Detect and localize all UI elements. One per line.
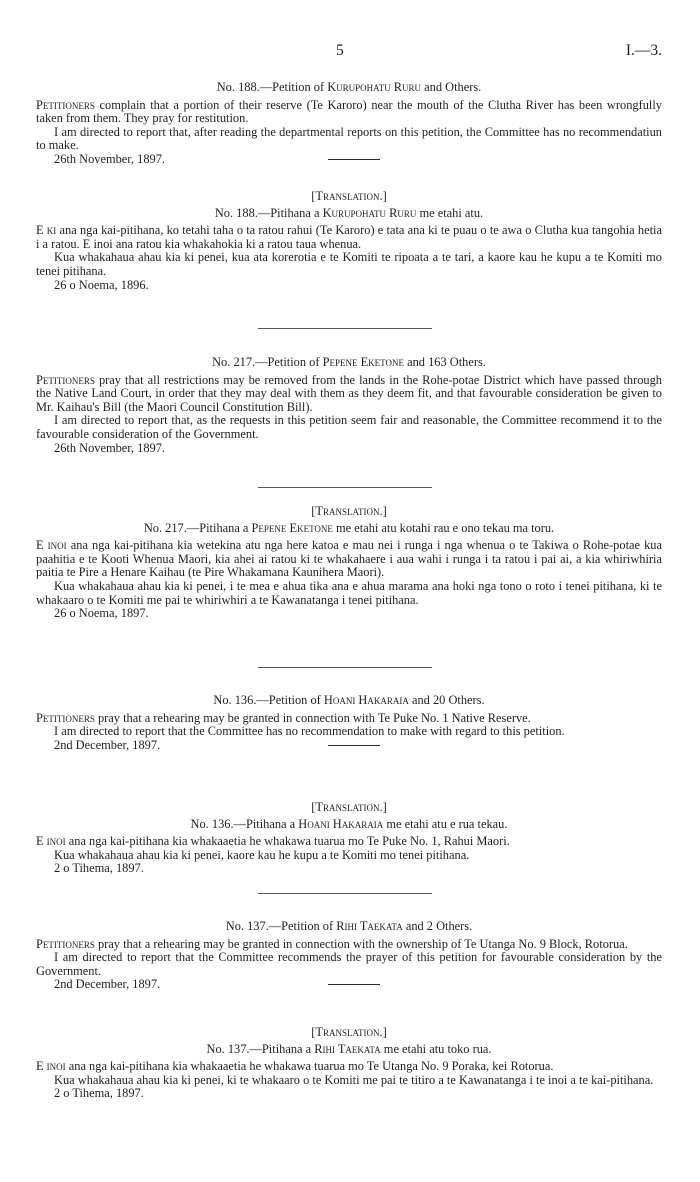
report-date: 2 o Tihema, 1897. <box>54 861 144 876</box>
petition-summary: Petitioners pray that all restrictions may be removed from the lands in the Rohe-potae District which have passed through the Native Land Court, in order that they may deal with them as they deem fit, and that favourable consideration be given to Mr. Kaihau's Bill (the Maori Council Constitution Bill). <box>36 372 662 414</box>
petition-title: No. 137.—Pitihana a Rihi Taekata me etahi atu toko rua. <box>206 1041 492 1056</box>
petition-137-english <box>36 920 662 992</box>
petition-title: No. 217.—Pitihana a Pepene Eketone me etahi atu kotahi rau e ono tekau ma toru. <box>143 520 555 535</box>
paper-reference: I.—3. <box>625 42 662 59</box>
report-date: 26th November, 1897. <box>54 440 166 455</box>
committee-report: I am directed to report that the Committee recommends the prayer of this petition for favourable consideration by the Government. <box>36 950 662 978</box>
petition-217-english <box>36 356 662 455</box>
separator-dash <box>328 159 380 160</box>
report-date: 2nd December, 1897. <box>36 978 662 992</box>
petition-136-translation <box>36 801 662 876</box>
section-divider <box>258 667 432 668</box>
separator-dash <box>328 745 380 746</box>
petition-217-translation <box>36 505 662 621</box>
page-number: 5 <box>336 42 344 59</box>
committee-report: I am directed to report that the Committee has no recommendation to make with regard to this petition. <box>54 724 565 739</box>
translation-label: [Translation.] <box>311 800 387 814</box>
petition-title: No. 136.—Petition of Hoani Hakaraia and 20 Others. <box>213 693 485 707</box>
petition-title: No. 217.—Petition of Pepene Eketone and 163 Others. <box>212 355 486 369</box>
petition-title: No. 188.—Pitihana a Kurupohatu Ruru me etahi atu. <box>214 205 484 220</box>
petition-188-english <box>36 81 662 167</box>
report-date: 2 o Tihema, 1897. <box>54 1086 144 1101</box>
petition-summary: E inoi ana nga kai-pitihana kia whakaaetia he whakawa tuarua mo Te Utanga No. 9 Poraka, kei Rotorua. <box>36 1059 554 1074</box>
separator-dash <box>328 984 380 985</box>
petitioner-name: Kurupohatu Ruru <box>327 80 422 94</box>
petition-title: No. 188.—Petition of Kurupohatu Ruru and Others. <box>216 80 482 94</box>
report-date: 26 o Noema, 1897. <box>54 606 149 621</box>
petitioner-name: Rihi Taekata <box>336 919 403 933</box>
report-date: 26th November, 1897. <box>36 153 662 167</box>
petition-137-translation <box>36 1026 662 1101</box>
translation-label: [Translation.] <box>311 504 387 518</box>
petitioner-name: Pepene Eketone <box>322 355 404 369</box>
committee-report: I am directed to report that, as the requests in this petition seem fair and reasonable, the Committee recommend it to the favourable consideration of the Government. <box>36 413 662 441</box>
section-divider <box>258 328 432 329</box>
section-divider <box>258 893 432 894</box>
petitioner-name: Hoani Hakaraia <box>298 816 384 831</box>
petition-136-english <box>36 694 662 752</box>
committee-report: Kua whakahaua ahau kia ki penei, i te mea e ahua tika ana e ahua marama ana hoki nga tono o roto i tenei pitihana, ki te whakaaro o te Komiti me pai te whiriwhiri a te Kawanatanga i tenei pitihana. <box>36 578 662 607</box>
petition-summary: Petitioners complain that a portion of their reserve (Te Karoro) near the mouth of the Clutha River has been wrongfully taken from them. They pray for restitution. <box>36 97 662 126</box>
committee-report: Kua whakahaua ahau kia ki penei, kua ata korerotia e te Komiti te ripoata a te tari, a kaore kau he kupu a te Komiti mo tenei pitihana. <box>36 250 662 278</box>
translation-label: [Translation.] <box>311 1025 387 1039</box>
petition-188-translation <box>36 190 662 292</box>
section-divider <box>258 487 432 488</box>
committee-report: I am directed to report that, after reading the departmental reports on this petition, the Committee has no recommendatiun to make. <box>36 124 662 153</box>
petitioner-name: Rihi Taekata <box>314 1041 381 1056</box>
petition-summary: E inoi ana nga kai-pitihana kia wetekina atu nga here katoa e mau nei i runga i nga whenua o te Takiwa o Rohe-potae kua paahitia e te Kooti Whenua Maori, kia ahei ai ratou ki te whakahaere i aua wahi i runga i ta ratou i pai ai, a kia whiriwhiria paitia te Pire a Henare Kaihau (te Pire Whakamana Kaunihera Maori). <box>36 538 662 580</box>
report-date: 26 o Noema, 1896. <box>54 277 149 292</box>
petition-summary: E inoi ana nga kai-pitihana kia whakaaetia he whakawa tuarua mo Te Puke No. 1, Rahui Maori. <box>36 834 510 849</box>
running-header <box>36 44 662 62</box>
translation-label: [Translation.] <box>311 189 387 203</box>
petition-summary: E ki ana nga kai-pitihana, ko tetahi taha o ta ratou rahui (Te Karoro) e tata ana ki te puau o te awa o Clutha kua tangohia hetia i a ratou. E inoi ana ratou kia whakahokia ki a ratou taua whenua. <box>36 223 662 251</box>
committee-report: Kua whakahaua ahau kia ki penei, ki te whakaaro o te Komiti me pai te titiro a te Kawanatanga i te inoi a te kai-pitihana. <box>54 1072 654 1087</box>
report-date: 2nd December, 1897. <box>36 739 662 753</box>
petitioner-name: Kurupohatu Ruru <box>322 205 417 220</box>
committee-report: Kua whakahaua ahau kia ki penei, kaore kau he kupu a te Komiti mo tenei pitihana. <box>54 847 470 862</box>
petition-summary: Petitioners pray that a rehearing may be granted in connection with the ownership of Te Utanga No. 9 Block, Rotorua. <box>36 936 628 951</box>
petition-summary: Petitioners pray that a rehearing may be granted in connection with Te Puke No. 1 Native Reserve. <box>36 710 531 725</box>
petition-title: No. 136.—Pitihana a Hoani Hakaraia me etahi atu e rua tekau. <box>190 816 508 831</box>
petitioner-name: Pepene Eketone <box>251 520 333 535</box>
petition-title: No. 137.—Petition of Rihi Taekata and 2 Others. <box>225 919 473 933</box>
petitioner-name: Hoani Hakaraia <box>323 693 409 707</box>
